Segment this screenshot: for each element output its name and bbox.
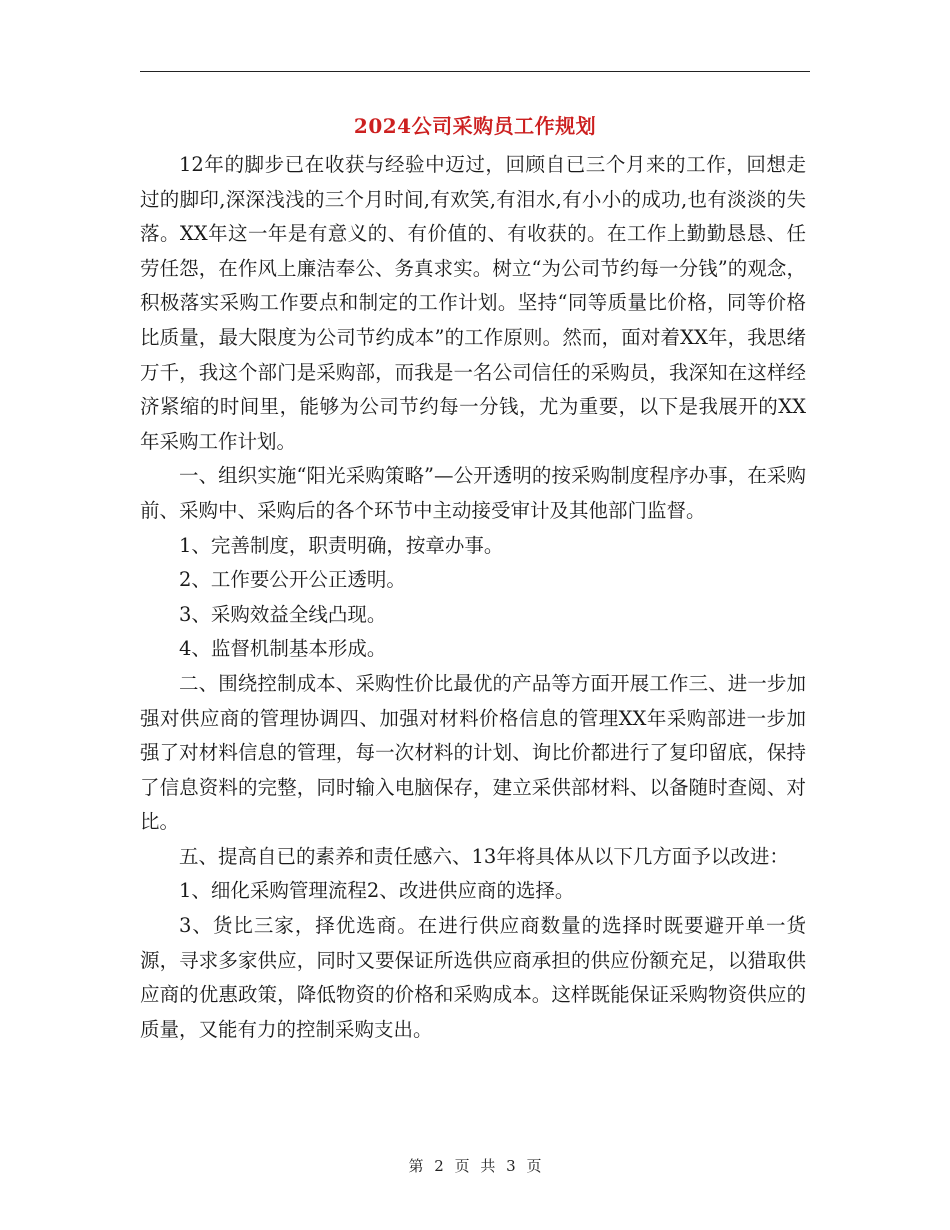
list-item: 2、工作要公开公正透明。 [179, 568, 406, 592]
list-item: 1、细化采购管理流程2、改进供应商的选择。 [179, 879, 575, 903]
list-item: 1、完善制度，职责明确，按章办事。 [179, 533, 504, 557]
list-item: 4、监督机制基本形成。 [179, 637, 387, 661]
paragraph-intro: 12年的脚步已在收获与经验中迈过，回顾自已三个月来的工作，回想走过的脚印,深深浅浅的三个月时间,有欢笑,有泪水,有小小的成功,也有淡淡的失落。XX年这一年是有意义的、有价值的、有收获的。在工作上勤勤恳恳、任劳任怨，在作风上廉洁奉公、务真求实。树立“为公司节约每一分钱”的观念，积极落实采购工作要点和制定的工作计划。坚持“同等质量比价格，同等价格比质量，最大限度为公司节约成本”的工作原则。然而，面对着XX年，我思绪万千，我这个部门是采购部，而我是一名公司信任的采购员，我深知在这样经济紧缩的时间里，能够为公司节约每一分钱，尤为重要，以下是我展开的XX年采购工作计划。 [140, 153, 806, 453]
document-body [140, 148, 806, 1047]
paragraph-section-1: 一、组织实施“阳光采购策略”—公开透明的按采购制度程序办事，在采购前、采购中、采购后的各个环节中主动接受审计及其他部门监督。 [140, 464, 806, 522]
paragraph-section-5: 五、提高自已的素养和责任感六、13年将具体从以下几方面予以改进： [179, 844, 789, 868]
paragraph-section-2: 二、围绕控制成本、采购性价比最优的产品等方面开展工作三、进一步加强对供应商的管理协调四、加强对材料价格信息的管理XX年采购部进一步加强了对材料信息的管理，每一次材料的计划、询比价都进行了复印留底，保持了信息资料的完整，同时输入电脑保存，建立采供部材料、以备随时查阅、对比。 [140, 671, 806, 834]
paragraph-item-3: 3、货比三家，择优选商。在进行供应商数量的选择时既要避开单一货源，寻求多家供应，同时又要保证所选供应商承担的供应份额充足，以猎取供应商的优惠政策，降低物资的价格和采购成本。这样既能保证采购物资供应的质量，又能有力的控制采购支出。 [140, 914, 806, 1041]
document-title: 2024公司采购员工作规划 [353, 114, 597, 138]
page-number-footer: 第 2 页 共 3 页 [408, 1157, 542, 1175]
list-item: 3、采购效益全线凸现。 [179, 602, 387, 626]
header-rule [140, 71, 810, 72]
